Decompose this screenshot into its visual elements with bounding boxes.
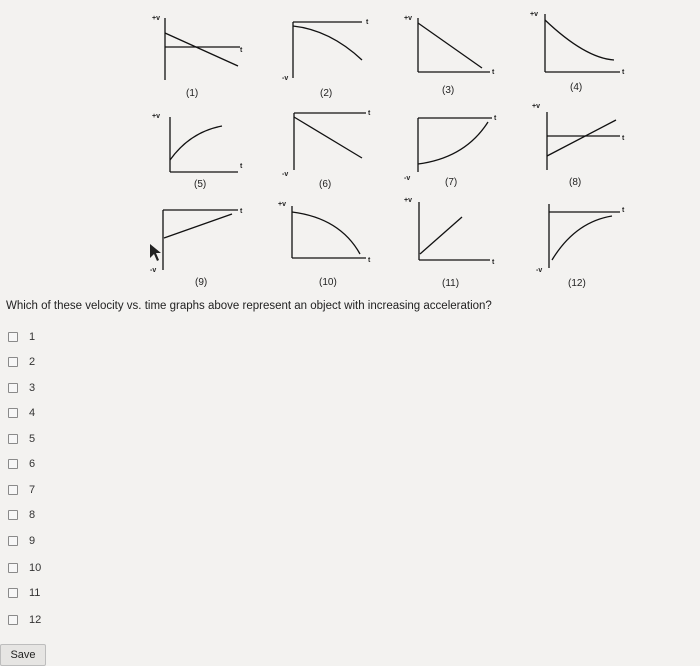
graph-number-9: (9): [195, 277, 208, 288]
graph-5: [170, 117, 238, 172]
graph-12-negv-label: -v: [536, 267, 543, 274]
graph-number-10: (10): [319, 277, 337, 288]
graph-3-v-label: +v: [404, 15, 412, 22]
option-label-7: 7: [29, 484, 36, 496]
graph-2-negv-label: -v: [282, 75, 289, 82]
graph-5-v-label: +v: [152, 113, 160, 120]
graph-number-12: (12): [568, 278, 586, 289]
graph-number-5: (5): [194, 179, 207, 190]
graph-number-8: (8): [569, 177, 582, 188]
graph-number-2: (2): [320, 88, 333, 99]
mouse-cursor-icon: [150, 244, 161, 261]
option-7[interactable]: [8, 481, 128, 499]
graph-7-t-label: t: [494, 115, 497, 122]
graph-3: [418, 18, 490, 72]
graph-6: [294, 113, 366, 170]
graph-6-negv-label: -v: [282, 171, 289, 178]
graph-4: [545, 14, 620, 72]
graph-5-t-label: t: [240, 163, 243, 170]
option-11[interactable]: [8, 584, 128, 602]
graph-6-t-label: t: [368, 110, 371, 117]
graph-7: [418, 118, 492, 172]
option-label-5: 5: [29, 433, 36, 445]
graph-4-t-label: t: [622, 69, 625, 76]
graph-2: [293, 22, 362, 78]
graph-number-3: (3): [442, 85, 455, 96]
option-label-12: 12: [29, 614, 42, 626]
checkbox-12[interactable]: [8, 615, 18, 625]
option-label-11: 11: [29, 587, 41, 599]
option-10[interactable]: [8, 559, 128, 577]
option-4[interactable]: [8, 404, 128, 422]
graph-11-t-label: t: [492, 259, 495, 266]
checkbox-9[interactable]: [8, 536, 18, 546]
graph-number-4: (4): [570, 82, 583, 93]
option-1[interactable]: [8, 328, 128, 346]
option-3[interactable]: [8, 379, 128, 397]
graph-9-negv-label: -v: [150, 267, 157, 274]
velocity-time-graphs-figure: [0, 0, 700, 300]
graph-11-v-label: +v: [404, 197, 412, 204]
option-12[interactable]: [8, 611, 128, 629]
option-label-4: 4: [29, 407, 36, 419]
graph-11: [419, 202, 490, 260]
graph-number-1: (1): [186, 88, 199, 99]
graph-12: [549, 204, 620, 268]
graph-3-t-label: t: [492, 69, 495, 76]
graph-10-t-label: t: [368, 257, 371, 264]
graph-4-v-label: +v: [530, 11, 538, 18]
option-2[interactable]: [8, 353, 128, 371]
option-label-8: 8: [29, 509, 36, 521]
option-5[interactable]: [8, 430, 128, 448]
graph-8-t-label: t: [622, 135, 625, 142]
graph-9-t-label: t: [240, 208, 243, 215]
graph-number-7: (7): [445, 177, 458, 188]
graph-1: [165, 18, 240, 80]
checkbox-5[interactable]: [8, 434, 18, 444]
graph-7-negv-label: -v: [404, 175, 411, 182]
checkbox-2[interactable]: [8, 357, 18, 367]
save-button[interactable]: Save: [0, 644, 46, 666]
graph-2-t-label: t: [366, 19, 369, 26]
graph-10-v-label: +v: [278, 201, 286, 208]
option-label-10: 10: [29, 562, 42, 574]
checkbox-3[interactable]: [8, 383, 18, 393]
graph-number-6: (6): [319, 179, 332, 190]
option-label-9: 9: [29, 535, 36, 547]
option-label-2: 2: [29, 356, 36, 368]
option-label-1: 1: [29, 331, 36, 343]
option-8[interactable]: [8, 506, 128, 524]
graph-8: [547, 112, 620, 170]
question-text: Which of these velocity vs. time graphs above represent an object with increasing acceleration?: [6, 300, 492, 312]
checkbox-1[interactable]: [8, 332, 18, 342]
option-9[interactable]: [8, 532, 128, 550]
graph-9: [163, 210, 238, 270]
option-label-6: 6: [29, 458, 36, 470]
graph-12-t-label: t: [622, 207, 625, 214]
graph-1-t-label: t: [240, 47, 243, 54]
checkbox-10[interactable]: [8, 563, 18, 573]
graph-8-v-label: +v: [532, 103, 540, 110]
graph-1-v-label: +v: [152, 15, 160, 22]
graph-number-11: (11): [442, 278, 460, 289]
option-6[interactable]: [8, 455, 128, 473]
checkbox-6[interactable]: [8, 459, 18, 469]
checkbox-11[interactable]: [8, 588, 18, 598]
checkbox-8[interactable]: [8, 510, 18, 520]
checkbox-7[interactable]: [8, 485, 18, 495]
graph-10: [292, 206, 366, 258]
checkbox-4[interactable]: [8, 408, 18, 418]
option-label-3: 3: [29, 382, 36, 394]
